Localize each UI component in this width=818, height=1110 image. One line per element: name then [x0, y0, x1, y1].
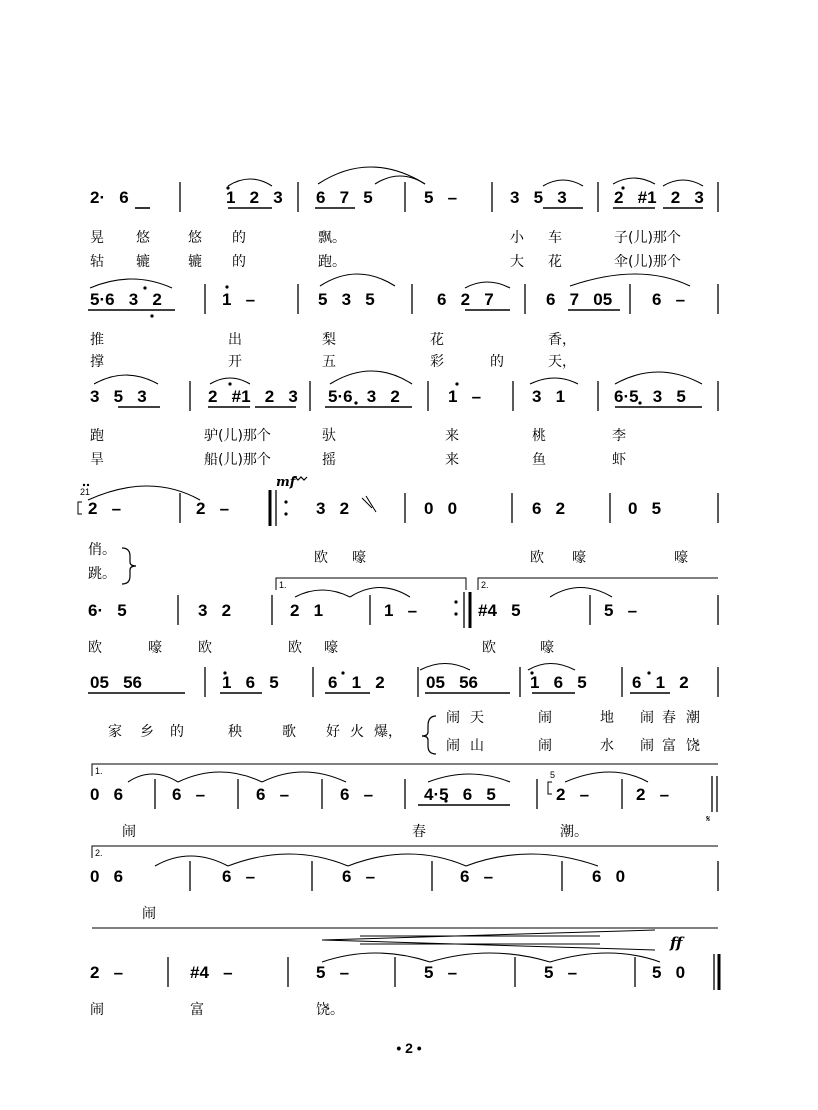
segno-mark: 𝄋 — [706, 814, 711, 825]
measure-s4: 2 – — [196, 499, 230, 518]
lyric: 来 — [445, 452, 459, 468]
lyric: 闹 — [446, 710, 460, 726]
lyric: 出 — [228, 332, 242, 348]
lyric: 欧 — [530, 550, 544, 566]
measure-s6: 05 56 — [90, 673, 142, 692]
lyric: 闹 — [640, 738, 654, 754]
measure-s3: 5·6 3 2 — [328, 387, 400, 406]
measure-s1: 2· 6 — [90, 188, 129, 207]
measure-s6: 6 1 2 — [328, 673, 385, 692]
lyric: 嚎 — [674, 550, 688, 566]
ending-1: 1. — [279, 580, 287, 590]
measure-s5: 5 – — [604, 601, 638, 620]
lyric: 饶 — [686, 738, 700, 754]
lyric: 晃 — [90, 230, 104, 246]
measure-s2: 6 7 05 — [546, 290, 613, 309]
lyric: 家 — [108, 724, 122, 740]
lyric: 嚎 — [324, 640, 338, 656]
measure-s8: 6 0 — [592, 867, 626, 886]
lyric: 嚎 — [148, 640, 162, 656]
lyric: 的 — [490, 354, 504, 370]
lyric: 地 — [600, 710, 614, 726]
measure-s6: 6 1 2 — [632, 673, 689, 692]
barlines-system-8 — [190, 861, 718, 891]
measure-s7: 6 – — [340, 785, 374, 804]
lyric: 驮 — [322, 428, 336, 444]
lyric: 欧 — [482, 640, 496, 656]
grace-bracket-2 — [548, 782, 552, 794]
lyric: 大 — [510, 254, 524, 270]
lyric: 来 — [445, 428, 459, 444]
measure-s2: 6 – — [652, 290, 686, 309]
lyric: 虾 — [612, 452, 626, 468]
lyric: 鱼 — [532, 452, 546, 468]
lyric: 旱 — [90, 452, 104, 468]
lyric: 闹 — [538, 710, 552, 726]
dynamic-mf: mf — [276, 475, 296, 490]
measure-s4: 6 2 — [532, 499, 566, 518]
lyric: 歌 — [282, 724, 296, 740]
lyric: 桃 — [532, 428, 546, 444]
lyric: 花 — [430, 332, 444, 348]
lyric: 撑 — [90, 354, 104, 370]
lyric: 天， — [548, 354, 576, 370]
lyric: 欧 — [88, 640, 102, 656]
measure-s5: 3 2 — [198, 601, 232, 620]
lyric: 山 — [470, 738, 484, 754]
measure-s7: 6 – — [172, 785, 206, 804]
grace-bracket — [78, 502, 82, 514]
lyric: 好 — [326, 724, 340, 740]
measure-s8: 6 – — [222, 867, 256, 886]
lyric: 轱 — [90, 254, 104, 270]
lyric: 梨 — [322, 332, 336, 348]
measure-s7: 4·5 6 5 — [424, 785, 496, 804]
lyric: 开 — [228, 354, 242, 370]
lyric: 五 — [322, 354, 336, 370]
lyric: 火 — [350, 724, 364, 740]
measure-s5: 6· 5 — [88, 601, 127, 620]
measure-s3: 3 5 3 — [90, 387, 147, 406]
measure-s9: 2 – — [90, 963, 124, 982]
measure-s7: 2 – — [636, 785, 670, 804]
lyric: 船(儿)那个 — [204, 452, 271, 468]
lyric: 推 — [90, 332, 104, 348]
lyric: 驴(儿)那个 — [204, 428, 271, 444]
measure-s2: 6 2 7 — [437, 290, 494, 309]
lyric: 的 — [232, 230, 246, 246]
lyric: 嚎 — [352, 550, 366, 566]
measure-s9: 5 – — [424, 963, 458, 982]
lyric: 李 — [612, 428, 626, 444]
measure-s8: 0 6 — [90, 867, 124, 886]
dots — [83, 186, 651, 802]
notes — [88, 188, 704, 982]
measure-s1: 1 2 3 — [226, 188, 283, 207]
measure-s8: 6 – — [342, 867, 376, 886]
measure-s4: 0 0 — [424, 499, 458, 518]
lyric: 潮。 — [560, 824, 588, 840]
grace-notes: 21 — [80, 487, 91, 497]
lyric: 飘。 — [318, 230, 346, 246]
slurs — [88, 167, 703, 962]
lyric: 车 — [548, 230, 562, 246]
lyric: 悠 — [188, 230, 202, 246]
lyric: 乡 — [140, 724, 154, 740]
lyric: 闹 — [122, 824, 136, 840]
ending-2-s8: 2. — [95, 848, 103, 858]
page-number: • 2 • — [396, 1040, 422, 1056]
lyric: 跑 — [90, 428, 104, 444]
lyric: 闹 — [538, 738, 552, 754]
lyric: 水 — [600, 738, 614, 754]
measure-s2: 5 3 5 — [318, 290, 375, 309]
lyric: 秧 — [228, 724, 242, 740]
measure-s2: 5·6 3 2 — [90, 290, 162, 309]
lyric: 富 — [190, 1002, 204, 1018]
measure-s7: 6 – — [256, 785, 290, 804]
lyric: 摇 — [322, 452, 336, 468]
measure-s3: 6·5 3 5 — [614, 387, 686, 406]
lyric: 嚎 — [572, 550, 586, 566]
measure-s6: 1 6 5 — [530, 673, 587, 692]
lyric: 闹 — [90, 1002, 104, 1018]
crescendo-hairpin — [322, 930, 655, 950]
dynamic-ff: ff — [670, 934, 683, 952]
measure-s1: 5 – — [424, 188, 458, 207]
measure-s6: 1 6 5 — [222, 673, 279, 692]
lyric: 闹 — [446, 738, 460, 754]
lyric: 跑。 — [318, 254, 346, 270]
lyric: 的 — [170, 724, 184, 740]
measure-s6: 05 56 — [426, 673, 478, 692]
measure-s4: 0 5 — [628, 499, 662, 518]
measure-s4: 3 2 — [316, 499, 350, 518]
lyric: 爆， — [374, 724, 402, 740]
lyric: 俏。 — [88, 542, 116, 558]
lyric: 闹 — [640, 710, 654, 726]
measure-s9: #4 – — [190, 963, 233, 982]
measure-s8: 6 – — [460, 867, 494, 886]
measure-s1: 2 #1 2 3 — [614, 188, 704, 207]
ending-2: 2. — [481, 580, 489, 590]
lyric: 悠 — [136, 230, 150, 246]
lyric: 欧 — [288, 640, 302, 656]
lyric: 富 — [662, 738, 676, 754]
measure-s4: 2 – — [88, 499, 122, 518]
lyric: 潮 — [686, 710, 700, 726]
brace-lyrics-2 — [422, 716, 436, 754]
measure-s7: 2 – — [556, 785, 590, 804]
lyric: 闹 — [142, 906, 156, 922]
lyric: 嚎 — [540, 640, 554, 656]
measure-s3: 2 #1 2 3 — [208, 387, 298, 406]
lyric: 花 — [548, 254, 562, 270]
measure-s5: 2 1 — [290, 601, 324, 620]
lyric: 饶。 — [316, 1002, 344, 1018]
lyric: 香， — [548, 332, 576, 348]
lyric: 彩 — [430, 354, 444, 370]
lyric: 的 — [232, 254, 246, 270]
measure-s1: 3 5 3 — [510, 188, 567, 207]
lyric: 春 — [412, 824, 426, 840]
lyric: 欧 — [198, 640, 212, 656]
measure-s5: 1 – — [384, 601, 418, 620]
lyric: 跳。 — [88, 566, 116, 582]
lyric: 辘 — [188, 254, 202, 270]
measure-s5: #4 5 — [478, 601, 521, 620]
lyrics — [88, 230, 700, 1018]
measure-s7: 0 6 — [90, 785, 124, 804]
lyric: 伞(儿)那个 — [614, 254, 681, 270]
grace-note-2: 5 — [550, 770, 556, 780]
measure-s3: 1 – — [448, 387, 482, 406]
measure-s9: 5 – — [316, 963, 350, 982]
measure-s9: 5 – — [544, 963, 578, 982]
measure-s3: 3 1 — [532, 387, 566, 406]
measure-s2: 1 – — [222, 290, 256, 309]
lyric: 欧 — [314, 550, 328, 566]
lyric: 子(儿)那个 — [614, 230, 681, 246]
lyric: 春 — [662, 710, 676, 726]
brace-lyrics — [122, 548, 136, 584]
ending-1-s7: 1. — [95, 766, 103, 776]
measure-s9: 5 0 — [652, 963, 686, 982]
measure-s1: 6 7 5 — [316, 188, 373, 207]
gliss-mark — [362, 496, 376, 512]
lyric: 小 — [510, 230, 524, 246]
lyric: 天 — [470, 710, 484, 726]
lyric: 辘 — [136, 254, 150, 270]
